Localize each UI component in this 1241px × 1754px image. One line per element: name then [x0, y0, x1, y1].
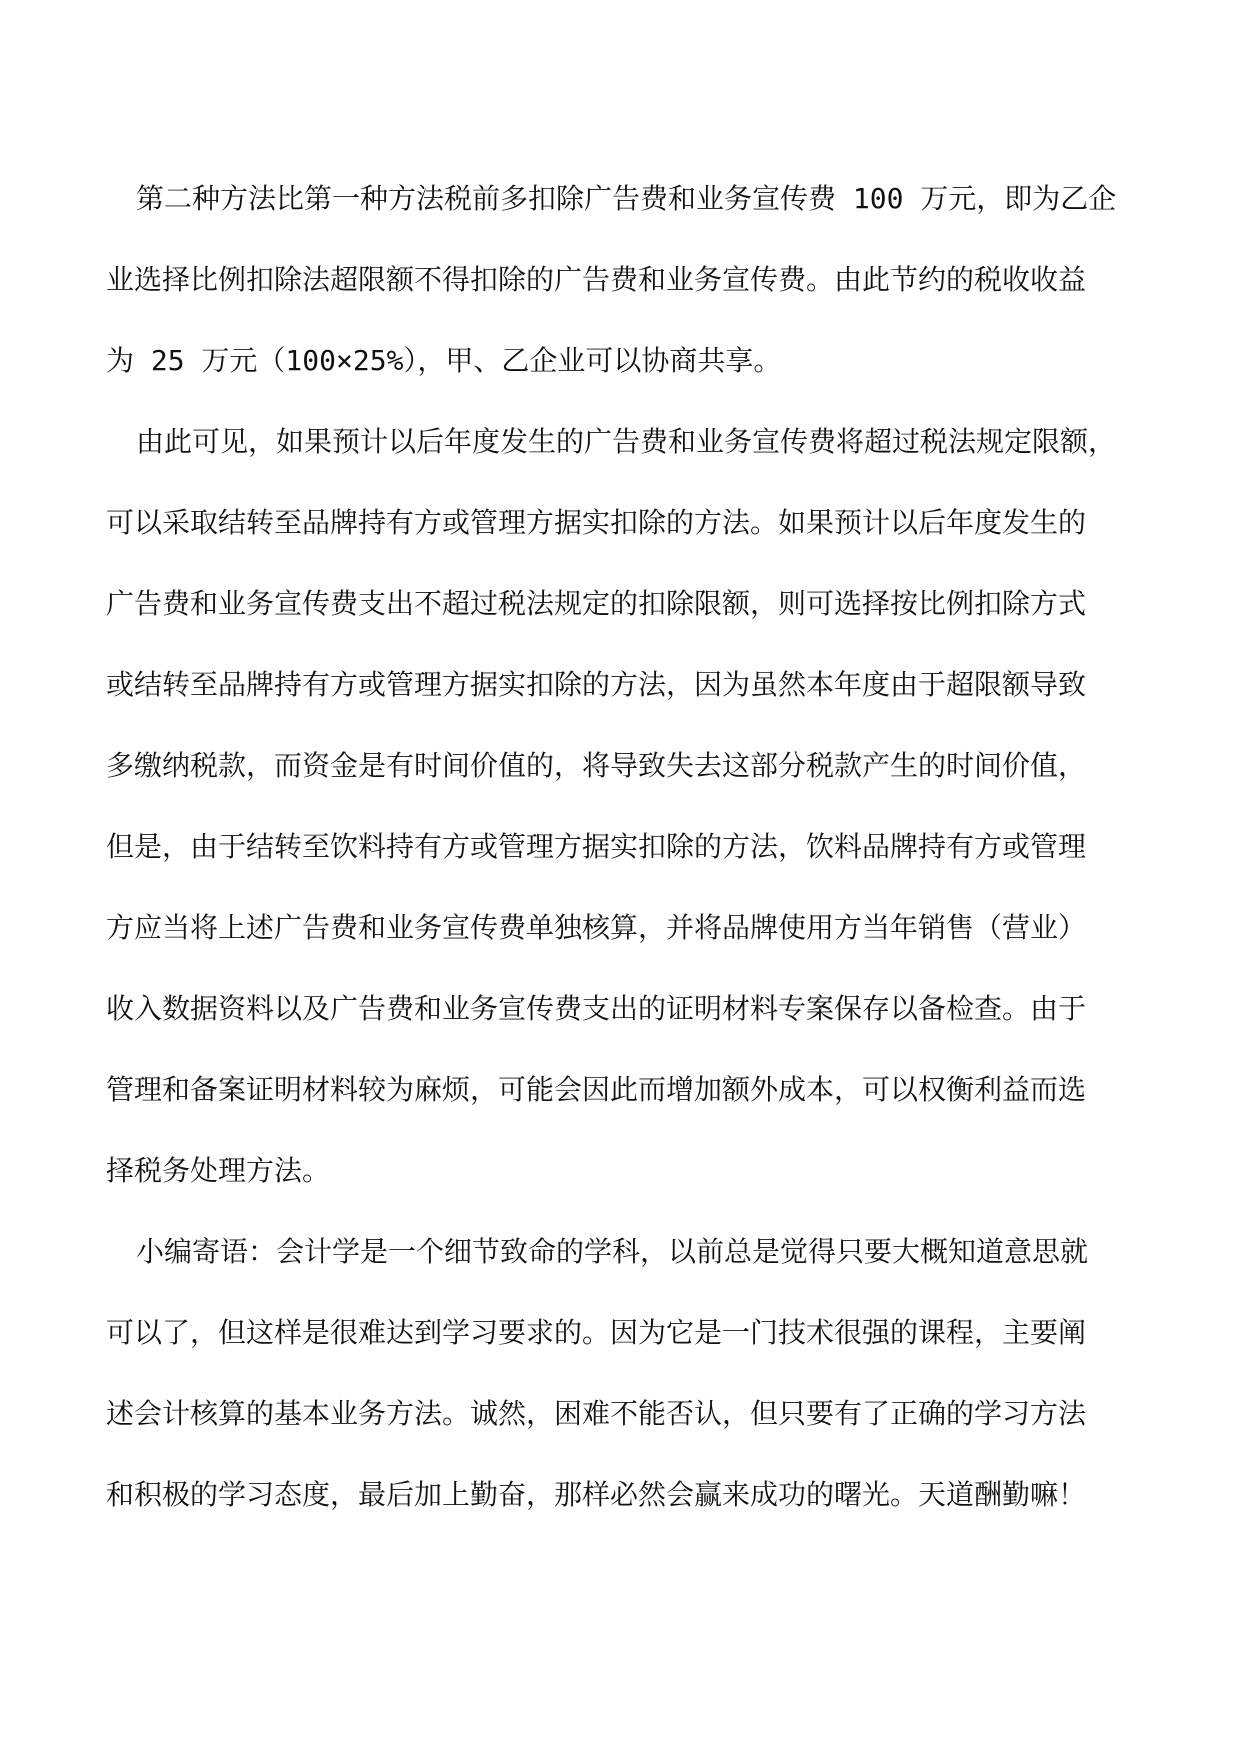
text-line: 述会计核算的基本业务方法。诚然，困难不能否认，但只要有了正确的学习方法 [106, 1397, 1087, 1430]
text-line: 可以采取结转至品牌持有方或管理方据实扣除的方法。如果预计以后年度发生的 [106, 506, 1087, 539]
text-line: 多缴纳税款，而资金是有时间价值的，将导致失去这部分税款产生的时间价值， [106, 749, 1087, 782]
text-line: 第二种方法比第一种方法税前多扣除广告费和业务宣传费 100 万元，即为乙企 [136, 182, 1117, 215]
text-line: 收入数据资料以及广告费和业务宣传费支出的证明材料专案保存以备检查。由于 [106, 992, 1087, 1025]
text-line: 业选择比例扣除法超限额不得扣除的广告费和业务宣传费。由此节约的税收收益 [106, 263, 1087, 296]
document-body [106, 158, 1142, 1535]
text-line: 和积极的学习态度，最后加上勤奋，那样必然会赢来成功的曙光。天道酬勤嘛！ [106, 1478, 1087, 1511]
text-line: 由此可见，如果预计以后年度发生的广告费和业务宣传费将超过税法规定限额， [136, 425, 1117, 458]
text-line: 但是，由于结转至饮料持有方或管理方据实扣除的方法，饮料品牌持有方或管理 [106, 830, 1087, 863]
text-line: 或结转至品牌持有方或管理方据实扣除的方法，因为虽然本年度由于超限额导致 [106, 668, 1087, 701]
text-line: 方应当将上述广告费和业务宣传费单独核算，并将品牌使用方当年销售（营业） [106, 911, 1087, 944]
paragraph-advertising-deduction-comparison [106, 158, 1142, 401]
text-line: 小编寄语：会计学是一个细节致命的学科，以前总是觉得只要大概知道意思就 [136, 1235, 1089, 1268]
text-line: 择税务处理方法。 [106, 1154, 331, 1187]
text-line: 可以了，但这样是很难达到学习要求的。因为它是一门技术很强的课程，主要阐 [106, 1316, 1087, 1349]
paragraph-conclusion [106, 401, 1142, 1211]
paragraph-editor-note [106, 1211, 1142, 1535]
text-line: 管理和备案证明材料较为麻烦，可能会因此而增加额外成本，可以权衡利益而选 [106, 1073, 1087, 1106]
text-line: 广告费和业务宣传费支出不超过税法规定的扣除限额，则可选择按比例扣除方式 [106, 587, 1087, 620]
text-line: 为 25 万元（100×25%），甲、乙企业可以协商共享。 [106, 344, 782, 377]
